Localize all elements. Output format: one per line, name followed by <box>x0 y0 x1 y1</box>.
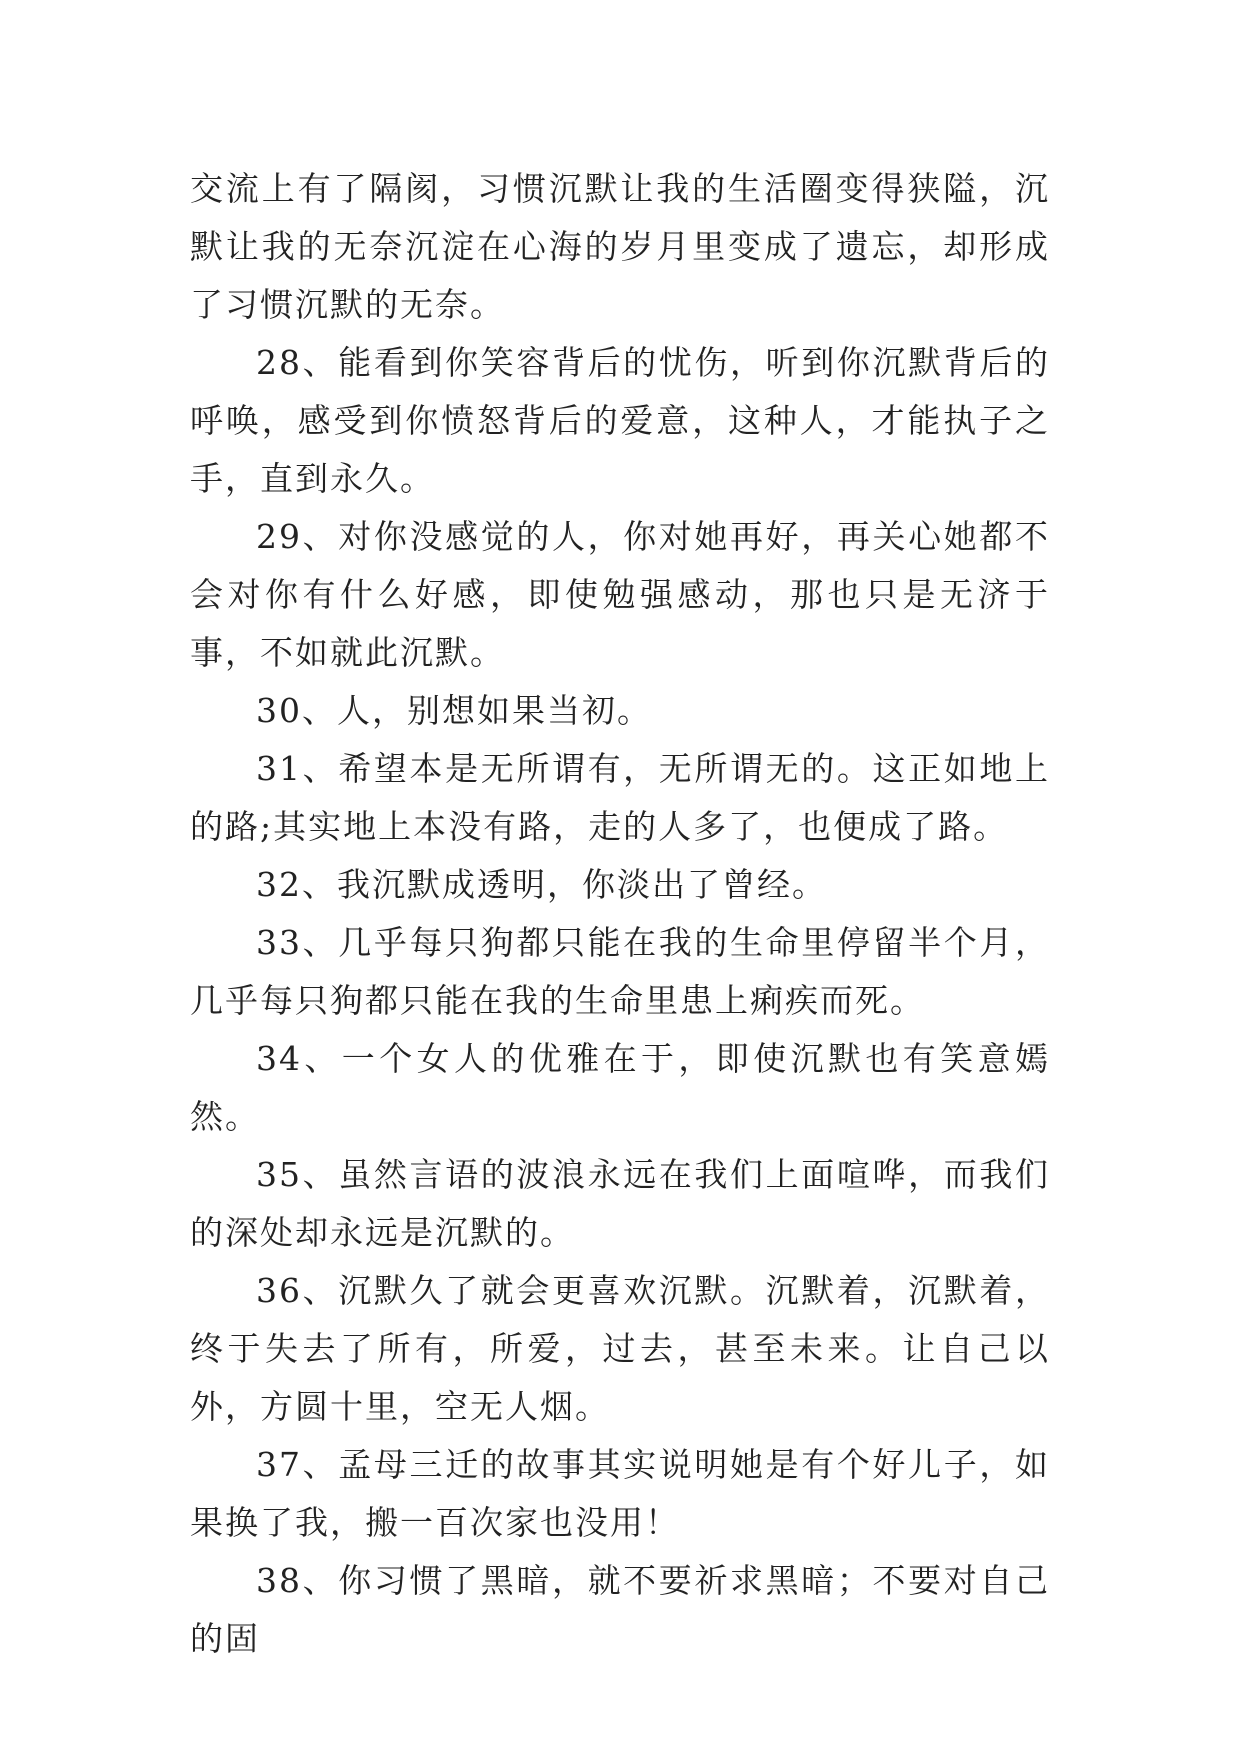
document-body <box>190 160 1050 1668</box>
paragraph-item-29: 29、对你没感觉的人，你对她再好，再关心她都不会对你有什么好感，即使勉强感动，那也只是无济于事，不如就此沉默。 <box>190 517 1050 672</box>
paragraph-item-31: 31、希望本是无所谓有，无所谓无的。这正如地上的路;其实地上本没有路，走的人多了，也便成了路。 <box>190 749 1050 846</box>
paragraph-item-30: 30、人，别想如果当初。 <box>256 691 652 730</box>
paragraph-item-34: 34、一个女人的优雅在于，即使沉默也有笑意嫣然。 <box>190 1039 1050 1136</box>
paragraph-item-33: 33、几乎每只狗都只能在我的生命里停留半个月，几乎每只狗都只能在我的生命里患上痢疾而死。 <box>190 923 1050 1020</box>
paragraph-item-28: 28、能看到你笑容背后的忧伤，听到你沉默背后的呼唤，感受到你愤怒背后的爱意，这种人，才能执子之手，直到永久。 <box>190 343 1050 498</box>
paragraph-continued: 交流上有了隔阂，习惯沉默让我的生活圈变得狭隘，沉默让我的无奈沉淀在心海的岁月里变成了遗忘，却形成了习惯沉默的无奈。 <box>190 169 1050 324</box>
paragraph-item-36: 36、沉默久了就会更喜欢沉默。沉默着，沉默着，终于失去了所有，所爱，过去，甚至未来。让自己以外，方圆十里，空无人烟。 <box>190 1271 1050 1426</box>
paragraph-item-37: 37、孟母三迁的故事其实说明她是有个好儿子，如果换了我，搬一百次家也没用！ <box>190 1445 1050 1542</box>
paragraph-item-38: 38、你习惯了黑暗，就不要祈求黑暗；不要对自己的固 <box>190 1561 1050 1658</box>
paragraph-item-32: 32、我沉默成透明，你淡出了曾经。 <box>256 865 827 904</box>
paragraph-item-35: 35、虽然言语的波浪永远在我们上面喧哗，而我们的深处却永远是沉默的。 <box>190 1155 1050 1252</box>
